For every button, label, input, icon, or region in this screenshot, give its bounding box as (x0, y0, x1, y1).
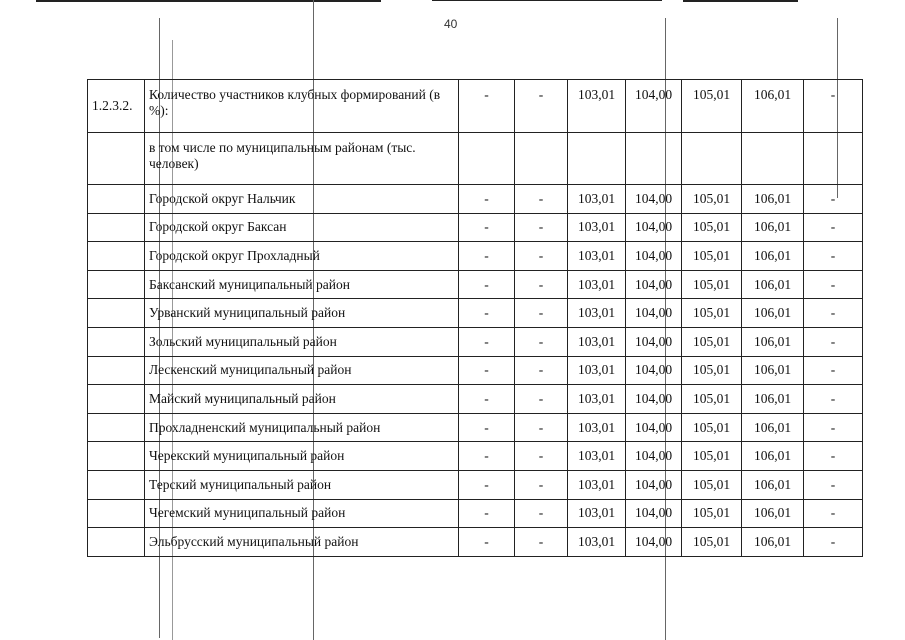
value-cell: - (515, 528, 568, 557)
value-cell: - (459, 470, 515, 499)
indicator-table (87, 79, 863, 557)
value-cell: 103,01 (568, 470, 626, 499)
page-number: 40 (444, 17, 458, 31)
value-cell: - (515, 185, 568, 214)
empty-code-cell (88, 327, 145, 356)
value-cell: - (804, 270, 863, 299)
value-cell: - (515, 299, 568, 328)
value-cell: 106,01 (742, 80, 804, 133)
value-cell: 105,01 (682, 185, 742, 214)
value-cell: 105,01 (682, 327, 742, 356)
district-label: Эльбрусский муниципальный район (145, 528, 459, 557)
district-label: Городской округ Баксан (145, 213, 459, 242)
empty-cell (626, 133, 682, 185)
value-cell: 103,01 (568, 442, 626, 471)
empty-code-cell (88, 385, 145, 414)
district-label: Черекский муниципальный район (145, 442, 459, 471)
table-row (88, 442, 863, 471)
table-row (88, 528, 863, 557)
district-label: Городской округ Прохладный (145, 242, 459, 271)
value-cell: 106,01 (742, 270, 804, 299)
value-cell: 103,01 (568, 385, 626, 414)
value-cell: - (804, 442, 863, 471)
table-row (88, 385, 863, 414)
table-row (88, 413, 863, 442)
value-cell: - (515, 413, 568, 442)
value-cell: 104,00 (626, 213, 682, 242)
value-cell: - (459, 528, 515, 557)
value-cell: - (804, 242, 863, 271)
value-cell: 105,01 (682, 385, 742, 414)
value-cell: 105,01 (682, 299, 742, 328)
value-cell: 103,01 (568, 242, 626, 271)
value-cell: - (515, 327, 568, 356)
value-cell: 104,00 (626, 185, 682, 214)
empty-code-cell (88, 242, 145, 271)
district-label: Майский муниципальный район (145, 385, 459, 414)
value-cell: - (515, 385, 568, 414)
empty-cell (568, 133, 626, 185)
empty-cell (682, 133, 742, 185)
empty-code-cell (88, 185, 145, 214)
value-cell: 104,00 (626, 442, 682, 471)
table-row (88, 356, 863, 385)
value-cell: - (459, 413, 515, 442)
table-row-header (88, 80, 863, 133)
value-cell: 104,00 (626, 470, 682, 499)
value-cell: - (804, 80, 863, 133)
district-label: Прохладненский муниципальный район (145, 413, 459, 442)
value-cell: 105,01 (682, 413, 742, 442)
value-cell: 103,01 (568, 185, 626, 214)
value-cell: - (459, 356, 515, 385)
value-cell: - (459, 185, 515, 214)
district-label: Лескенский муниципальный район (145, 356, 459, 385)
table-row (88, 213, 863, 242)
value-cell: - (459, 385, 515, 414)
district-label: Урванский муниципальный район (145, 299, 459, 328)
value-cell: - (804, 470, 863, 499)
value-cell: - (459, 213, 515, 242)
value-cell: - (804, 213, 863, 242)
value-cell: 105,01 (682, 528, 742, 557)
empty-code-cell (88, 442, 145, 471)
value-cell: - (804, 356, 863, 385)
value-cell: - (804, 528, 863, 557)
indicator-code: 1.2.3.2. (88, 80, 145, 133)
value-cell: - (459, 80, 515, 133)
value-cell: 103,01 (568, 327, 626, 356)
value-cell: 103,01 (568, 499, 626, 528)
value-cell: - (804, 185, 863, 214)
value-cell: 106,01 (742, 413, 804, 442)
value-cell: 103,01 (568, 413, 626, 442)
district-label: Терский муниципальный район (145, 470, 459, 499)
empty-code-cell (88, 499, 145, 528)
empty-code-cell (88, 299, 145, 328)
table-row (88, 470, 863, 499)
value-cell: - (804, 499, 863, 528)
value-cell: 104,00 (626, 270, 682, 299)
value-cell: 105,01 (682, 80, 742, 133)
value-cell: 106,01 (742, 213, 804, 242)
value-cell: - (515, 242, 568, 271)
value-cell: 103,01 (568, 80, 626, 133)
empty-cell (515, 133, 568, 185)
value-cell: 103,01 (568, 213, 626, 242)
value-cell: 105,01 (682, 499, 742, 528)
value-cell: 104,00 (626, 80, 682, 133)
value-cell: - (515, 213, 568, 242)
value-cell: - (515, 80, 568, 133)
value-cell: - (804, 385, 863, 414)
value-cell: 105,01 (682, 470, 742, 499)
empty-code-cell (88, 528, 145, 557)
district-label: Чегемский муниципальный район (145, 499, 459, 528)
value-cell: 106,01 (742, 327, 804, 356)
table-row (88, 242, 863, 271)
value-cell: 103,01 (568, 356, 626, 385)
value-cell: 106,01 (742, 185, 804, 214)
value-cell: - (804, 327, 863, 356)
value-cell: 103,01 (568, 528, 626, 557)
value-cell: 104,00 (626, 528, 682, 557)
value-cell: 105,01 (682, 213, 742, 242)
value-cell: 104,00 (626, 356, 682, 385)
value-cell: 106,01 (742, 442, 804, 471)
scan-top-edge (683, 0, 798, 2)
indicator-label: Количество участников клубных формирований (в %): (145, 80, 459, 133)
value-cell: - (459, 270, 515, 299)
empty-code-cell (88, 356, 145, 385)
value-cell: - (804, 299, 863, 328)
empty-code-cell (88, 470, 145, 499)
value-cell: 104,00 (626, 299, 682, 328)
empty-code-cell (88, 270, 145, 299)
value-cell: 104,00 (626, 327, 682, 356)
subheader-label: в том числе по муниципальным районам (тыс. человек) (145, 133, 459, 185)
value-cell: - (515, 499, 568, 528)
value-cell: 106,01 (742, 242, 804, 271)
table-body (88, 80, 863, 557)
value-cell: 103,01 (568, 270, 626, 299)
table-row (88, 299, 863, 328)
value-cell: 106,01 (742, 470, 804, 499)
scan-top-edge (36, 0, 381, 2)
table-row (88, 270, 863, 299)
value-cell: 106,01 (742, 528, 804, 557)
value-cell: 106,01 (742, 299, 804, 328)
value-cell: 105,01 (682, 270, 742, 299)
value-cell: - (804, 413, 863, 442)
table-row-subheader (88, 133, 863, 185)
value-cell: 105,01 (682, 356, 742, 385)
table-row (88, 499, 863, 528)
value-cell: 104,00 (626, 499, 682, 528)
empty-code-cell (88, 133, 145, 185)
district-label: Городской округ Нальчик (145, 185, 459, 214)
value-cell: 103,01 (568, 299, 626, 328)
value-cell: 104,00 (626, 413, 682, 442)
value-cell: - (459, 499, 515, 528)
table-row (88, 327, 863, 356)
value-cell: - (459, 242, 515, 271)
value-cell: 106,01 (742, 356, 804, 385)
empty-cell (804, 133, 863, 185)
empty-code-cell (88, 213, 145, 242)
value-cell: - (459, 442, 515, 471)
value-cell: 106,01 (742, 385, 804, 414)
value-cell: - (515, 442, 568, 471)
value-cell: - (515, 356, 568, 385)
value-cell: - (459, 327, 515, 356)
value-cell: 106,01 (742, 499, 804, 528)
district-label: Баксанский муниципальный район (145, 270, 459, 299)
value-cell: 104,00 (626, 385, 682, 414)
district-label: Зольский муниципальный район (145, 327, 459, 356)
value-cell: 105,01 (682, 442, 742, 471)
table-row (88, 185, 863, 214)
empty-cell (459, 133, 515, 185)
empty-code-cell (88, 413, 145, 442)
empty-cell (742, 133, 804, 185)
value-cell: - (515, 470, 568, 499)
value-cell: 104,00 (626, 242, 682, 271)
scan-top-edge (432, 0, 662, 1)
value-cell: 105,01 (682, 242, 742, 271)
value-cell: - (515, 270, 568, 299)
value-cell: - (459, 299, 515, 328)
